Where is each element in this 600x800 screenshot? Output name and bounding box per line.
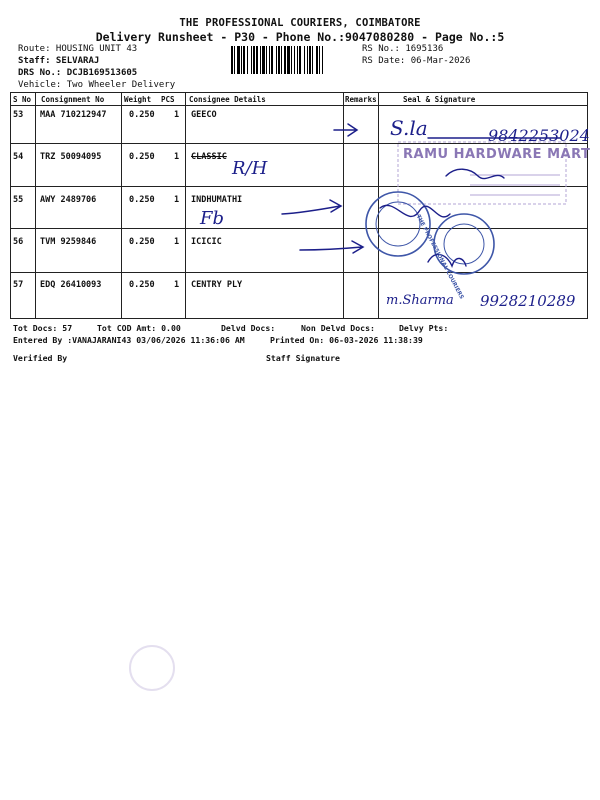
printed-on: Printed On: 06-03-2026 11:38:39	[270, 335, 423, 345]
delvy-pts: Delvy Pts:	[399, 323, 449, 333]
handwritten-phone: 9842253024	[488, 126, 590, 145]
arrow-icon	[334, 124, 357, 136]
row-pcs: 1	[174, 237, 180, 247]
row-sno: 56	[13, 237, 24, 247]
header-consignee: Consignee Details	[189, 95, 266, 104]
row-consignee: CENTRY PLY	[191, 280, 243, 290]
row-sno: 57	[13, 280, 24, 290]
entered-by: Entered By :VANAJARANI43 03/06/2026 11:36:06 AM	[13, 335, 245, 345]
rs-number: RS No.: 1695136	[362, 44, 444, 54]
verified-by: Verified By	[13, 353, 68, 363]
arrow-icon	[300, 241, 363, 253]
row-consignee: CLASSIC	[191, 152, 227, 162]
header-weight: Weight	[124, 95, 152, 104]
remark-arrows	[282, 124, 363, 253]
tot-cod-amt: Tot COD Amt: 0.00	[97, 323, 181, 333]
handwritten-remark: Fb	[200, 208, 225, 229]
row-weight: 0.250	[129, 237, 155, 247]
handwritten-signature: S.la	[390, 116, 428, 140]
header-remarks: Remarks	[345, 95, 377, 104]
seal-inner-ring-2	[444, 224, 484, 264]
courier-seal-text: THE PROFESSIONAL COURIERS	[414, 214, 465, 301]
row-consignee: INDHUMATHI	[191, 195, 243, 205]
handwritten-name: m.Sharma	[386, 293, 454, 308]
row-sno: 53	[13, 110, 24, 120]
row-pcs: 1	[174, 110, 180, 120]
staff-label: Staff: SELVARAJ	[18, 56, 100, 66]
signature-icon	[446, 169, 504, 178]
delvd-docs: Delvd Docs:	[221, 323, 276, 333]
row-consignment: AWY 2489706	[40, 195, 97, 205]
arrow-icon	[282, 200, 341, 214]
rs-date: RS Date: 06-Mar-2026	[362, 56, 471, 66]
row-weight: 0.250	[129, 152, 155, 162]
row-weight: 0.250	[129, 195, 155, 205]
header-pcs: PCS	[161, 95, 175, 104]
hardware-mart-stamp-text: RAMU HARDWARE MART	[403, 147, 591, 162]
row-consignee: GEECO	[191, 110, 217, 120]
runsheet-title: Delivery Runsheet - P30 - Phone No.:9047080280 - Page No.:5	[95, 30, 505, 44]
row-consignment: TRZ 50094095	[40, 152, 102, 162]
faint-stamp-residue	[130, 646, 174, 690]
vehicle-label: Vehicle: Two Wheeler Delivery	[18, 80, 176, 90]
row-pcs: 1	[174, 280, 180, 290]
header-consignment: Consignment No	[41, 95, 105, 104]
row-pcs: 1	[174, 195, 180, 205]
row-consignee: ICICIC	[191, 237, 222, 247]
staff-signature: Staff Signature	[266, 353, 340, 363]
row-consignment: MAA 710212947	[40, 110, 107, 120]
header-sno: S No	[13, 95, 32, 104]
row-sno: 54	[13, 152, 24, 162]
seal-inner-ring	[376, 202, 420, 246]
drs-number: DRS No.: DCJB169513605	[18, 68, 138, 78]
route-label: Route: HOUSING UNIT 43	[18, 44, 138, 54]
row-sno: 55	[13, 195, 24, 205]
row-pcs: 1	[174, 152, 180, 162]
handwritten-remark: R/H	[232, 158, 268, 179]
row-weight: 0.250	[129, 280, 155, 290]
tot-docs: Tot Docs: 57	[13, 323, 73, 333]
non-delvd-docs: Non Delvd Docs:	[301, 323, 375, 333]
row-weight: 0.250	[129, 110, 155, 120]
row-consignment: TVM 9259846	[40, 237, 97, 247]
handwritten-phone: 9928210289	[480, 292, 576, 310]
header-seal: Seal & Signature	[403, 95, 476, 104]
row-consignment: EDQ 26410093	[40, 280, 102, 290]
company-title: THE PROFESSIONAL COURIERS, COIMBATORE	[179, 17, 421, 29]
